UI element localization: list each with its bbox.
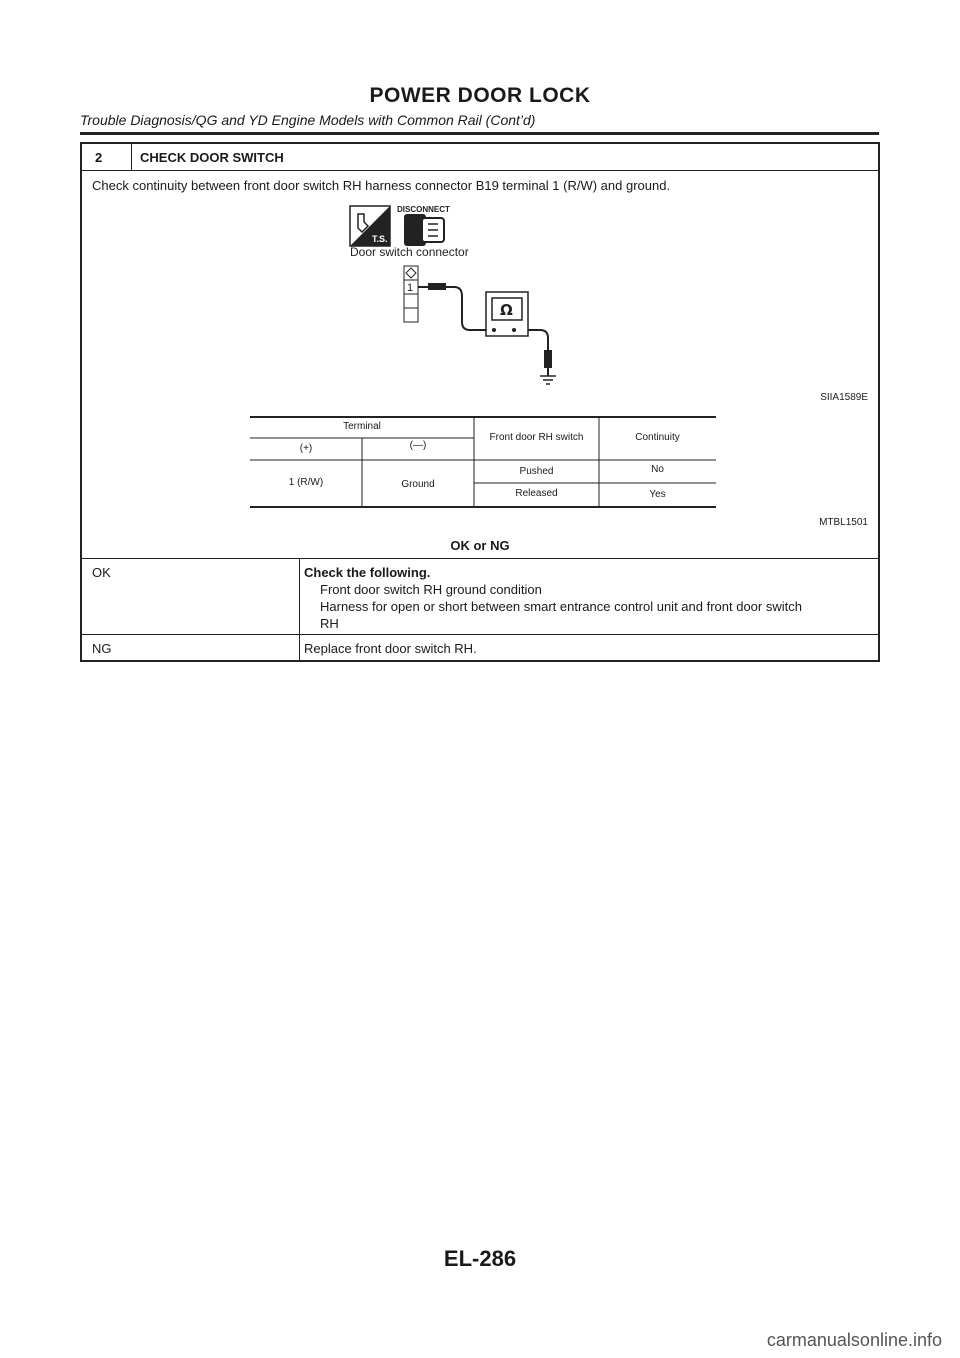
ok-label: OK [92,565,111,580]
ok-line-3: RH [320,616,339,631]
ok-line-2: Harness for open or short between smart entrance control unit and front door switch [320,599,802,614]
figure-code: SIIA1589E [820,392,868,403]
plus-value: 1 (R/W) [288,477,324,488]
ng-text: Replace front door switch RH. [304,641,477,656]
continuity-table [250,416,716,508]
page-subtitle: Trouble Diagnosis/QG and YD Engine Models with Common Rail (Cont’d) [80,112,536,128]
table-code: MTBL1501 [819,517,868,528]
step-title: CHECK DOOR SWITCH [140,150,284,165]
result-divider-top [82,558,878,559]
header-divider [80,132,879,135]
disconnect-label: DISCONNECT [397,205,450,214]
continuity-pushed: No [651,464,664,475]
minus-value: Ground [401,479,435,490]
state-released: Released [515,488,558,499]
connector-diagram [82,144,878,414]
procedure-box [80,142,880,662]
step-number: 2 [95,150,103,165]
page-title: POWER DOOR LOCK [369,84,591,107]
state-pushed: Pushed [519,466,554,477]
result-column-divider [299,558,300,660]
ok-heading: Check the following. [304,565,431,580]
minus-header: (—) [409,440,427,451]
continuity-released: Yes [649,489,666,500]
terminal-number: 1 [407,282,414,294]
ohmmeter-icon [486,292,528,336]
ohm-symbol: Ω [500,301,513,319]
connector-label: Door switch connector [350,245,469,259]
ng-label: NG [92,641,112,656]
plus-header: (+) [299,443,313,454]
continuity-header: Continuity [635,432,680,443]
step-instruction: Check continuity between front door switch RH harness connector B19 terminal 1 (R/W) and ground. [92,178,671,193]
ts-icon [350,206,390,246]
ok-line-1: Front door switch RH ground condition [320,582,542,597]
terminal-header: Terminal [343,421,381,432]
connector-terminal-block [404,266,418,322]
ts-label: T.S. [372,234,388,244]
switch-header: Front door RH switch [489,432,584,443]
result-divider-mid [82,634,878,635]
watermark: carmanualsonline.info [766,1330,942,1350]
page-number: EL-286 [443,1246,517,1271]
disconnect-icon [397,205,450,246]
ok-ng-label: OK or NG [450,538,510,553]
